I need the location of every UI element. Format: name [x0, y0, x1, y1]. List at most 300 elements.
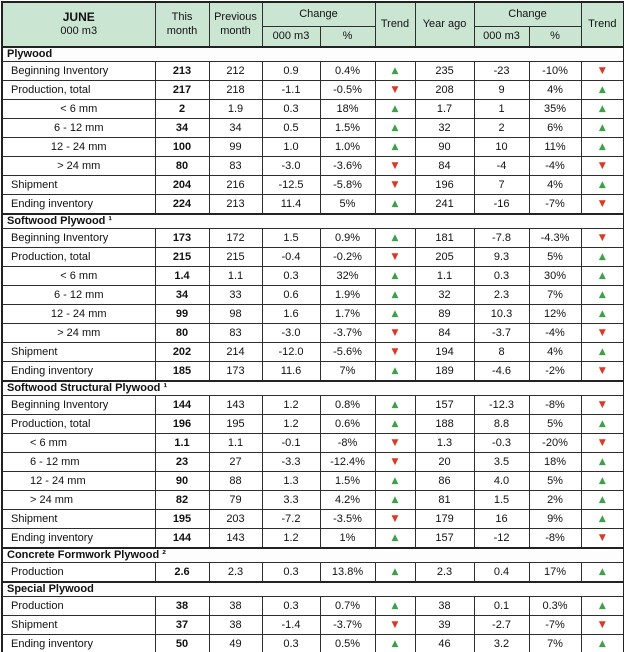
- cell-change-pct: -3.5%: [320, 510, 375, 529]
- trend-up-icon: ▲: [375, 100, 415, 119]
- table-row: [2, 62, 624, 81]
- row-label: < 6 mm: [2, 100, 155, 119]
- trend-down-icon: ▼: [581, 229, 624, 248]
- cell-previous-month: 216: [209, 176, 262, 195]
- cell-year-ago: 89: [415, 305, 474, 324]
- header-trend-yoy: Trend: [581, 2, 624, 47]
- table-row: [2, 362, 624, 382]
- table-row: [2, 563, 624, 583]
- cell-year-ago: 32: [415, 119, 474, 138]
- cell-previous-month: 33: [209, 286, 262, 305]
- cell-change-m3: 0.3: [262, 635, 320, 652]
- table-row: [2, 81, 624, 100]
- row-label: < 6 mm: [2, 434, 155, 453]
- trend-up-icon: ▲: [375, 635, 415, 652]
- cell-change-pct: -8%: [320, 434, 375, 453]
- table-row: [2, 343, 624, 362]
- row-label: Production, total: [2, 81, 155, 100]
- cell-this-month: 144: [155, 529, 209, 549]
- cell-change-m3: 0.3: [262, 563, 320, 583]
- cell-change-m3: 0.6: [262, 286, 320, 305]
- cell-yoy-change-pct: -4.3%: [529, 229, 581, 248]
- cell-change-pct: 1.9%: [320, 286, 375, 305]
- cell-change-m3: -1.1: [262, 81, 320, 100]
- cell-previous-month: 1.1: [209, 267, 262, 286]
- cell-yoy-change-pct: 0.3%: [529, 597, 581, 616]
- cell-previous-month: 218: [209, 81, 262, 100]
- section-title: Softwood Structural Plywood ¹: [2, 381, 624, 396]
- cell-this-month: 34: [155, 286, 209, 305]
- table-row: [2, 305, 624, 324]
- cell-year-ago: 1.3: [415, 434, 474, 453]
- cell-year-ago: 20: [415, 453, 474, 472]
- trend-down-icon: ▼: [581, 616, 624, 635]
- cell-change-m3: 1.6: [262, 305, 320, 324]
- cell-previous-month: 98: [209, 305, 262, 324]
- cell-previous-month: 212: [209, 62, 262, 81]
- cell-previous-month: 38: [209, 597, 262, 616]
- cell-change-pct: 0.4%: [320, 62, 375, 81]
- cell-yoy-change-pct: -8%: [529, 396, 581, 415]
- trend-down-icon: ▼: [581, 62, 624, 81]
- cell-this-month: 38: [155, 597, 209, 616]
- cell-yoy-change-pct: 6%: [529, 119, 581, 138]
- trend-up-icon: ▲: [375, 138, 415, 157]
- table-row: [2, 453, 624, 472]
- cell-this-month: 185: [155, 362, 209, 382]
- trend-up-icon: ▲: [375, 563, 415, 583]
- cell-yoy-change-pct: -4%: [529, 157, 581, 176]
- cell-yoy-change-pct: 7%: [529, 286, 581, 305]
- cell-yoy-change-pct: 35%: [529, 100, 581, 119]
- section-title: Plywood: [2, 47, 624, 62]
- cell-change-m3: 0.3: [262, 100, 320, 119]
- trend-up-icon: ▲: [581, 138, 624, 157]
- cell-this-month: 37: [155, 616, 209, 635]
- cell-this-month: 213: [155, 62, 209, 81]
- cell-yoy-change-pct: -8%: [529, 529, 581, 549]
- cell-year-ago: 196: [415, 176, 474, 195]
- cell-previous-month: 88: [209, 472, 262, 491]
- cell-change-m3: 1.2: [262, 396, 320, 415]
- table-row: [2, 616, 624, 635]
- cell-change-m3: -3.0: [262, 324, 320, 343]
- cell-previous-month: 34: [209, 119, 262, 138]
- cell-change-pct: 0.8%: [320, 396, 375, 415]
- row-label: Ending inventory: [2, 195, 155, 215]
- cell-year-ago: 90: [415, 138, 474, 157]
- cell-change-m3: 1.3: [262, 472, 320, 491]
- cell-yoy-change-m3: 1.5: [474, 491, 529, 510]
- header-month-unit-cell: [2, 2, 155, 47]
- cell-change-m3: 0.3: [262, 597, 320, 616]
- cell-change-pct: 1.5%: [320, 119, 375, 138]
- cell-previous-month: 38: [209, 616, 262, 635]
- cell-yoy-change-m3: 1: [474, 100, 529, 119]
- cell-change-pct: -3.7%: [320, 616, 375, 635]
- cell-change-m3: 0.9: [262, 62, 320, 81]
- table-row: [2, 100, 624, 119]
- cell-change-m3: -3.3: [262, 453, 320, 472]
- cell-previous-month: 27: [209, 453, 262, 472]
- trend-down-icon: ▼: [375, 510, 415, 529]
- row-label: Ending inventory: [2, 635, 155, 652]
- trend-up-icon: ▲: [375, 229, 415, 248]
- header-trend-mom: Trend: [375, 2, 415, 47]
- cell-change-pct: 1.0%: [320, 138, 375, 157]
- cell-change-pct: 5%: [320, 195, 375, 215]
- cell-yoy-change-pct: -7%: [529, 616, 581, 635]
- trend-up-icon: ▲: [581, 563, 624, 583]
- cell-change-pct: -5.8%: [320, 176, 375, 195]
- cell-change-pct: -3.6%: [320, 157, 375, 176]
- trend-down-icon: ▼: [581, 195, 624, 215]
- cell-year-ago: 179: [415, 510, 474, 529]
- cell-this-month: 82: [155, 491, 209, 510]
- cell-previous-month: 203: [209, 510, 262, 529]
- cell-change-m3: 11.6: [262, 362, 320, 382]
- cell-yoy-change-m3: -4: [474, 157, 529, 176]
- cell-change-m3: -7.2: [262, 510, 320, 529]
- section-header-row: [2, 582, 624, 597]
- cell-yoy-change-m3: 2.3: [474, 286, 529, 305]
- trend-up-icon: ▲: [375, 62, 415, 81]
- trend-up-icon: ▲: [581, 248, 624, 267]
- cell-year-ago: 2.3: [415, 563, 474, 583]
- table-row: [2, 434, 624, 453]
- cell-change-m3: 1.0: [262, 138, 320, 157]
- cell-yoy-change-pct: 18%: [529, 453, 581, 472]
- trend-down-icon: ▼: [375, 81, 415, 100]
- trend-up-icon: ▲: [581, 81, 624, 100]
- cell-yoy-change-pct: 5%: [529, 472, 581, 491]
- cell-year-ago: 38: [415, 597, 474, 616]
- section-title: Softwood Plywood ¹: [2, 214, 624, 229]
- cell-change-m3: -0.4: [262, 248, 320, 267]
- cell-yoy-change-m3: 10.3: [474, 305, 529, 324]
- table-row: [2, 176, 624, 195]
- row-label: 6 - 12 mm: [2, 119, 155, 138]
- section-header-row: [2, 548, 624, 563]
- trend-up-icon: ▲: [375, 597, 415, 616]
- trend-up-icon: ▲: [375, 119, 415, 138]
- cell-change-pct: -12.4%: [320, 453, 375, 472]
- cell-yoy-change-pct: 5%: [529, 248, 581, 267]
- cell-yoy-change-pct: -20%: [529, 434, 581, 453]
- cell-change-pct: 18%: [320, 100, 375, 119]
- cell-yoy-change-m3: 4.0: [474, 472, 529, 491]
- table-row: [2, 267, 624, 286]
- header-month-label: JUNE: [62, 10, 95, 25]
- cell-yoy-change-pct: 7%: [529, 635, 581, 652]
- header-change-yoy: Change: [474, 2, 581, 27]
- cell-previous-month: 214: [209, 343, 262, 362]
- cell-yoy-change-m3: -7.8: [474, 229, 529, 248]
- trend-down-icon: ▼: [375, 248, 415, 267]
- cell-change-m3: 1.2: [262, 415, 320, 434]
- cell-change-pct: 7%: [320, 362, 375, 382]
- trend-up-icon: ▲: [581, 472, 624, 491]
- cell-change-pct: 32%: [320, 267, 375, 286]
- cell-yoy-change-m3: 0.4: [474, 563, 529, 583]
- row-label: Shipment: [2, 510, 155, 529]
- cell-this-month: 34: [155, 119, 209, 138]
- cell-yoy-change-m3: 9.3: [474, 248, 529, 267]
- row-label: Shipment: [2, 343, 155, 362]
- cell-yoy-change-m3: 3.2: [474, 635, 529, 652]
- cell-yoy-change-m3: -16: [474, 195, 529, 215]
- cell-year-ago: 84: [415, 157, 474, 176]
- trend-up-icon: ▲: [581, 510, 624, 529]
- row-label: < 6 mm: [2, 267, 155, 286]
- cell-this-month: 100: [155, 138, 209, 157]
- trend-up-icon: ▲: [375, 305, 415, 324]
- row-label: Beginning Inventory: [2, 396, 155, 415]
- table-row: [2, 248, 624, 267]
- table-header: [2, 2, 624, 47]
- trend-down-icon: ▼: [581, 529, 624, 549]
- trend-up-icon: ▲: [581, 415, 624, 434]
- cell-change-pct: -0.5%: [320, 81, 375, 100]
- cell-year-ago: 157: [415, 396, 474, 415]
- cell-this-month: 202: [155, 343, 209, 362]
- row-label: > 24 mm: [2, 491, 155, 510]
- cell-year-ago: 1.1: [415, 267, 474, 286]
- trend-up-icon: ▲: [375, 267, 415, 286]
- cell-previous-month: 195: [209, 415, 262, 434]
- cell-yoy-change-m3: -23: [474, 62, 529, 81]
- row-label: Shipment: [2, 616, 155, 635]
- trend-down-icon: ▼: [375, 616, 415, 635]
- header-change-mom-pct: %: [320, 27, 375, 48]
- row-label: Production, total: [2, 415, 155, 434]
- trend-up-icon: ▲: [375, 362, 415, 382]
- cell-this-month: 50: [155, 635, 209, 652]
- cell-this-month: 80: [155, 324, 209, 343]
- trend-up-icon: ▲: [581, 176, 624, 195]
- cell-previous-month: 83: [209, 157, 262, 176]
- cell-change-pct: 1.5%: [320, 472, 375, 491]
- cell-yoy-change-m3: -12: [474, 529, 529, 549]
- cell-change-m3: 0.5: [262, 119, 320, 138]
- trend-up-icon: ▲: [375, 195, 415, 215]
- trend-up-icon: ▲: [375, 491, 415, 510]
- cell-year-ago: 39: [415, 616, 474, 635]
- trend-up-icon: ▲: [375, 529, 415, 549]
- cell-year-ago: 194: [415, 343, 474, 362]
- trend-up-icon: ▲: [581, 100, 624, 119]
- cell-year-ago: 86: [415, 472, 474, 491]
- row-label: Ending inventory: [2, 362, 155, 382]
- row-label: Beginning Inventory: [2, 62, 155, 81]
- table-row: [2, 510, 624, 529]
- cell-change-m3: -1.4: [262, 616, 320, 635]
- cell-this-month: 195: [155, 510, 209, 529]
- trend-up-icon: ▲: [375, 415, 415, 434]
- cell-change-m3: -12.5: [262, 176, 320, 195]
- cell-yoy-change-pct: 11%: [529, 138, 581, 157]
- trend-up-icon: ▲: [375, 472, 415, 491]
- cell-yoy-change-pct: 4%: [529, 81, 581, 100]
- cell-yoy-change-m3: 8: [474, 343, 529, 362]
- table-body: [2, 47, 624, 652]
- cell-change-m3: -3.0: [262, 157, 320, 176]
- cell-year-ago: 46: [415, 635, 474, 652]
- table-row: [2, 491, 624, 510]
- trend-up-icon: ▲: [581, 286, 624, 305]
- cell-previous-month: 2.3: [209, 563, 262, 583]
- cell-this-month: 173: [155, 229, 209, 248]
- plywood-statistics-table: [1, 1, 624, 652]
- cell-yoy-change-m3: 16: [474, 510, 529, 529]
- trend-up-icon: ▲: [375, 286, 415, 305]
- cell-change-pct: 0.6%: [320, 415, 375, 434]
- cell-previous-month: 215: [209, 248, 262, 267]
- cell-yoy-change-m3: -12.3: [474, 396, 529, 415]
- cell-this-month: 2: [155, 100, 209, 119]
- row-label: 6 - 12 mm: [2, 453, 155, 472]
- section-title: Concrete Formwork Plywood ²: [2, 548, 624, 563]
- trend-up-icon: ▲: [581, 453, 624, 472]
- cell-yoy-change-pct: 17%: [529, 563, 581, 583]
- trend-up-icon: ▲: [375, 396, 415, 415]
- trend-down-icon: ▼: [581, 324, 624, 343]
- table-row: [2, 195, 624, 215]
- table-row: [2, 138, 624, 157]
- row-label: Production, total: [2, 248, 155, 267]
- cell-yoy-change-pct: -10%: [529, 62, 581, 81]
- cell-change-pct: 0.9%: [320, 229, 375, 248]
- cell-yoy-change-pct: 5%: [529, 415, 581, 434]
- cell-change-m3: -0.1: [262, 434, 320, 453]
- cell-change-pct: 0.7%: [320, 597, 375, 616]
- trend-down-icon: ▼: [375, 176, 415, 195]
- cell-year-ago: 188: [415, 415, 474, 434]
- trend-down-icon: ▼: [375, 324, 415, 343]
- cell-year-ago: 32: [415, 286, 474, 305]
- cell-change-pct: -5.6%: [320, 343, 375, 362]
- cell-this-month: 1.4: [155, 267, 209, 286]
- trend-down-icon: ▼: [581, 434, 624, 453]
- section-header-row: [2, 47, 624, 62]
- cell-yoy-change-m3: 0.1: [474, 597, 529, 616]
- cell-change-pct: -0.2%: [320, 248, 375, 267]
- trend-down-icon: ▼: [375, 343, 415, 362]
- row-label: Beginning Inventory: [2, 229, 155, 248]
- trend-up-icon: ▲: [581, 305, 624, 324]
- cell-previous-month: 213: [209, 195, 262, 215]
- cell-this-month: 224: [155, 195, 209, 215]
- cell-yoy-change-pct: 9%: [529, 510, 581, 529]
- cell-previous-month: 1.9: [209, 100, 262, 119]
- header-unit-label: 000 m3: [60, 25, 98, 38]
- cell-yoy-change-m3: 7: [474, 176, 529, 195]
- cell-yoy-change-pct: 12%: [529, 305, 581, 324]
- header-change-yoy-m3: 000 m3: [474, 27, 529, 48]
- row-label: Shipment: [2, 176, 155, 195]
- cell-change-m3: 0.3: [262, 267, 320, 286]
- cell-yoy-change-m3: 0.3: [474, 267, 529, 286]
- table-row: [2, 119, 624, 138]
- table-row: [2, 529, 624, 549]
- cell-year-ago: 181: [415, 229, 474, 248]
- trend-down-icon: ▼: [581, 157, 624, 176]
- cell-change-m3: 11.4: [262, 195, 320, 215]
- cell-change-m3: 3.3: [262, 491, 320, 510]
- cell-yoy-change-m3: 3.5: [474, 453, 529, 472]
- cell-year-ago: 241: [415, 195, 474, 215]
- table-row: [2, 324, 624, 343]
- cell-year-ago: 235: [415, 62, 474, 81]
- trend-down-icon: ▼: [375, 453, 415, 472]
- cell-this-month: 2.6: [155, 563, 209, 583]
- cell-yoy-change-pct: 2%: [529, 491, 581, 510]
- table-row: [2, 415, 624, 434]
- trend-up-icon: ▲: [581, 597, 624, 616]
- table-row: [2, 286, 624, 305]
- cell-this-month: 90: [155, 472, 209, 491]
- trend-up-icon: ▲: [581, 343, 624, 362]
- cell-change-m3: 1.5: [262, 229, 320, 248]
- cell-year-ago: 208: [415, 81, 474, 100]
- cell-year-ago: 189: [415, 362, 474, 382]
- trend-up-icon: ▲: [581, 491, 624, 510]
- cell-previous-month: 99: [209, 138, 262, 157]
- row-label: > 24 mm: [2, 324, 155, 343]
- cell-this-month: 196: [155, 415, 209, 434]
- table-row: [2, 597, 624, 616]
- cell-yoy-change-pct: 4%: [529, 343, 581, 362]
- header-change-yoy-pct: %: [529, 27, 581, 48]
- trend-down-icon: ▼: [375, 434, 415, 453]
- trend-down-icon: ▼: [581, 396, 624, 415]
- row-label: 12 - 24 mm: [2, 305, 155, 324]
- cell-this-month: 144: [155, 396, 209, 415]
- cell-change-m3: 1.2: [262, 529, 320, 549]
- table-row: [2, 472, 624, 491]
- cell-yoy-change-m3: 8.8: [474, 415, 529, 434]
- row-label: > 24 mm: [2, 157, 155, 176]
- cell-this-month: 204: [155, 176, 209, 195]
- header-change-mom: Change: [262, 2, 375, 27]
- section-header-row: [2, 214, 624, 229]
- cell-previous-month: 49: [209, 635, 262, 652]
- table-row: [2, 229, 624, 248]
- trend-up-icon: ▲: [581, 635, 624, 652]
- row-label: 12 - 24 mm: [2, 138, 155, 157]
- table-row: [2, 635, 624, 652]
- cell-previous-month: 1.1: [209, 434, 262, 453]
- cell-this-month: 1.1: [155, 434, 209, 453]
- cell-yoy-change-m3: 2: [474, 119, 529, 138]
- cell-yoy-change-m3: 9: [474, 81, 529, 100]
- cell-change-pct: 13.8%: [320, 563, 375, 583]
- cell-previous-month: 172: [209, 229, 262, 248]
- section-header-row: [2, 381, 624, 396]
- cell-yoy-change-pct: 4%: [529, 176, 581, 195]
- row-label: Production: [2, 597, 155, 616]
- trend-up-icon: ▲: [581, 119, 624, 138]
- header-previous-month: Previous month: [209, 2, 262, 47]
- cell-yoy-change-pct: 30%: [529, 267, 581, 286]
- cell-this-month: 217: [155, 81, 209, 100]
- trend-down-icon: ▼: [581, 362, 624, 382]
- cell-year-ago: 1.7: [415, 100, 474, 119]
- cell-year-ago: 205: [415, 248, 474, 267]
- cell-yoy-change-pct: -4%: [529, 324, 581, 343]
- row-label: Ending inventory: [2, 529, 155, 549]
- trend-down-icon: ▼: [375, 157, 415, 176]
